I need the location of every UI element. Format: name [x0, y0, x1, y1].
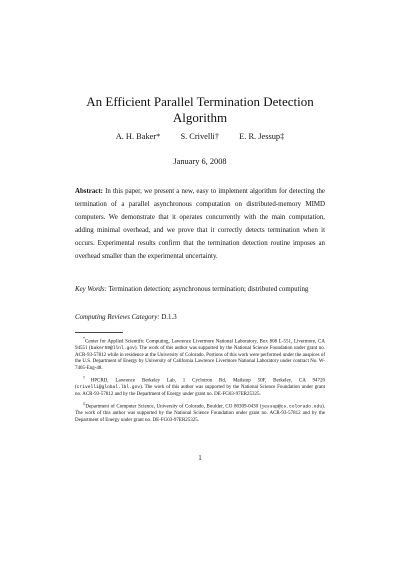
keywords-label: Key Words: [75, 286, 107, 293]
footnote-text: ). The work of this author was supported by the National Science Foundation under grant no. ACR-93-57812 while in residence at the University of Colorado. Portions of this work were performed under the auspices of the U.S. Department of Energy by University of California Lawrence Livermore National Laboratory under contract No. W-7405-Eng-48. [75, 346, 326, 372]
footnote-rule [75, 332, 123, 333]
paper-title [60, 94, 340, 126]
footnote-jessup [75, 401, 325, 424]
footnote-mark: * [83, 336, 85, 341]
author-crivelli: S. Crivelli† [180, 132, 220, 141]
footnote-email: baker59@llnl.gov [90, 346, 135, 352]
footnote-text: ). The work of this author was supported by the National Science Foundation under grant no. ACR-93-57812 and by the Department of Energy under grant no. DE-FG03-97ER25325. [75, 385, 325, 397]
paper-date: January 6, 2008 [173, 157, 227, 166]
abstract [75, 185, 325, 263]
footnote-email: jessup@cs.colorado.edu [261, 404, 323, 410]
footnotes [75, 336, 325, 427]
footnote-text: HPCRD, Lawrence Berkeley Lab, 1 Cyclotron Rd, Mailstop 50F, Berkeley, CA 94720 ( [75, 378, 325, 391]
footnote-text: Center for Applied Scientific Computing, Lawrence Livermore National Laboratory, Box 808 L-551, Livermore, CA 94551 ( [75, 339, 325, 352]
crcat-text: D.1.3 [161, 314, 177, 321]
crcat-label: Computing Reviews Category: [75, 314, 160, 321]
page-number: 1 [198, 454, 202, 462]
footnote-email: crivelli@global.lbl.gov [76, 385, 141, 391]
abstract-label: Abstract: [75, 188, 103, 195]
author-list [60, 132, 340, 142]
keywords [75, 284, 325, 297]
title-line-1: An Efficient Parallel Termination Detection [86, 94, 314, 109]
footnote-text: Department of Computer Science, University of Colorado, Boulder, CO 80309-0430 ( [85, 404, 262, 410]
keywords-text: Termination detection; asynchronous termination; distributed computing [108, 286, 309, 293]
title-line-2: Algorithm [172, 110, 228, 125]
computing-reviews-category [75, 313, 325, 323]
footnote-text: ). The work of this author was supported by the National Science Foundation under grant no. ACR-93-57812 and by the Department of Energy under grant no. DE-FG03-97ER25325. [75, 404, 325, 423]
abstract-text: In this paper, we present a new, easy to implement algorithm for detecting the termination of a parallel asynchronous computation on distributed-memory MIMD computers. We demonstrate that it operates concurrently with the main computation, adding minimal overhead, and we prove that it correctly detects termination when it occurs. Experimental results confirm that the termination detection routine imposes an overhead smaller than the experimental uncertainty. [75, 188, 325, 260]
author-jessup: E. R. Jessup‡ [239, 132, 285, 141]
author-baker: A. H. Baker* [115, 132, 161, 141]
footnote-baker [75, 336, 325, 373]
footnote-mark: ‡ [83, 401, 86, 407]
footnote-mark: † [83, 375, 91, 381]
footnote-crivelli [75, 375, 325, 398]
